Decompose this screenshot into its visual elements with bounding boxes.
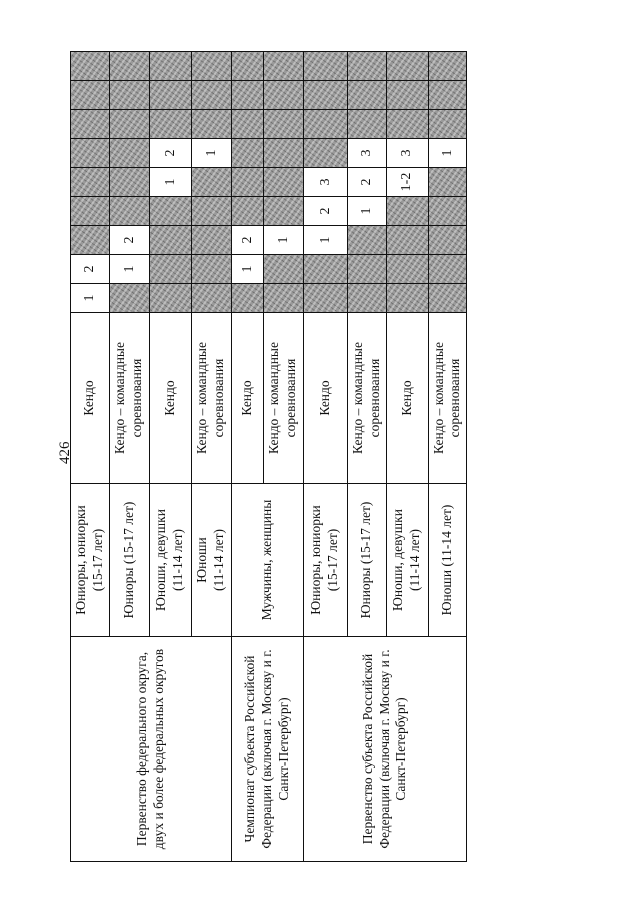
- rank-cell: 2: [231, 226, 263, 255]
- rank-cell: [347, 110, 386, 139]
- rank-cell: 1-2: [386, 168, 428, 197]
- rank-cell: [231, 284, 263, 313]
- rank-cell: [428, 226, 467, 255]
- rank-cell: [428, 197, 467, 226]
- rank-cell: [149, 110, 191, 139]
- rank-cell: [149, 52, 191, 81]
- event-cell: Чемпионат субъекта Российской Федерации (включая г. Москву и г. Санкт-Петербург): [231, 637, 303, 862]
- rank-cell: [149, 255, 191, 284]
- rank-cell: [149, 226, 191, 255]
- rank-cell: [428, 168, 467, 197]
- rank-cell: [386, 197, 428, 226]
- rank-cell: [263, 197, 303, 226]
- rank-cell: [428, 52, 467, 81]
- rank-cell: [109, 197, 149, 226]
- table-row: [231, 52, 263, 862]
- rank-cell: [231, 197, 263, 226]
- rank-cell: [303, 284, 347, 313]
- rank-cell: [263, 139, 303, 168]
- rank-cell: [428, 81, 467, 110]
- rank-cell: 1: [303, 226, 347, 255]
- rank-cell: 2: [303, 197, 347, 226]
- rank-cell: [303, 110, 347, 139]
- rank-cell: [71, 81, 110, 110]
- discipline-cell: Кендо – командные соревнования: [347, 313, 386, 484]
- rank-cell: [263, 284, 303, 313]
- rank-cell: [386, 52, 428, 81]
- rank-cell: [303, 255, 347, 284]
- rank-cell: [263, 168, 303, 197]
- rank-cell: [71, 52, 110, 81]
- discipline-cell: Кендо: [231, 313, 263, 484]
- rank-cell: [109, 52, 149, 81]
- rank-cell: [109, 284, 149, 313]
- rank-cell: [191, 255, 231, 284]
- rank-cell: [231, 168, 263, 197]
- age-cell: Юноши (11-14 лет): [428, 484, 467, 637]
- rank-cell: 1: [191, 139, 231, 168]
- rank-cell: [71, 226, 110, 255]
- age-cell: Юноши, девушки (11-14 лет): [386, 484, 428, 637]
- rank-cell: [71, 168, 110, 197]
- age-cell: Юниоры, юниорки (15-17 лет): [303, 484, 347, 637]
- rank-cell: 1: [231, 255, 263, 284]
- rank-cell: [428, 284, 467, 313]
- rank-cell: [386, 110, 428, 139]
- rank-cell: [263, 81, 303, 110]
- rank-cell: [71, 197, 110, 226]
- age-cell: Юниоры, юниорки (15-17 лет): [71, 484, 110, 637]
- rank-cell: [191, 226, 231, 255]
- rank-cell: 2: [71, 255, 110, 284]
- table-row: [71, 52, 110, 862]
- rank-cell: [428, 255, 467, 284]
- age-cell: Юноши (11-14 лет): [191, 484, 231, 637]
- discipline-cell: Кендо: [303, 313, 347, 484]
- age-cell: Мужчины, женщины: [231, 484, 303, 637]
- rank-cell: [428, 110, 467, 139]
- rank-cell: [386, 226, 428, 255]
- event-cell: Первенство субъекта Российской Федерации (включая г. Москву и г. Санкт-Петербург): [303, 637, 467, 862]
- rank-cell: 1: [109, 255, 149, 284]
- rank-cell: [191, 52, 231, 81]
- rank-cell: 3: [303, 168, 347, 197]
- event-cell: Первенство федерального округа, двух и более федеральных округов: [71, 637, 232, 862]
- rank-cell: [303, 139, 347, 168]
- rank-cell: [191, 197, 231, 226]
- rank-cell: [191, 81, 231, 110]
- rank-cell: [231, 110, 263, 139]
- rank-cell: [347, 226, 386, 255]
- rank-cell: 1: [71, 284, 110, 313]
- rank-cell: 1: [347, 197, 386, 226]
- rank-cell: [109, 139, 149, 168]
- page-number: 426: [57, 441, 73, 464]
- rank-cell: [263, 255, 303, 284]
- rank-cell: [149, 284, 191, 313]
- competition-table: [70, 51, 467, 862]
- rank-cell: 2: [109, 226, 149, 255]
- rank-cell: [149, 81, 191, 110]
- discipline-cell: Кендо – командные соревнования: [428, 313, 467, 484]
- rank-cell: [71, 110, 110, 139]
- rank-cell: [386, 284, 428, 313]
- rank-cell: [191, 110, 231, 139]
- discipline-cell: Кендо – командные соревнования: [109, 313, 149, 484]
- rank-cell: 2: [347, 168, 386, 197]
- rank-cell: [231, 52, 263, 81]
- rank-cell: [347, 255, 386, 284]
- rank-cell: [109, 110, 149, 139]
- rank-cell: [109, 168, 149, 197]
- age-cell: Юниоры (15-17 лет): [109, 484, 149, 637]
- rank-cell: 1: [149, 168, 191, 197]
- rank-cell: 3: [386, 139, 428, 168]
- discipline-cell: Кендо: [386, 313, 428, 484]
- rank-cell: [386, 255, 428, 284]
- discipline-cell: Кендо: [149, 313, 191, 484]
- rank-cell: [231, 139, 263, 168]
- rank-cell: [109, 81, 149, 110]
- rank-cell: 1: [428, 139, 467, 168]
- age-cell: Юниоры (15-17 лет): [347, 484, 386, 637]
- rank-cell: [347, 52, 386, 81]
- discipline-cell: Кендо – командные соревнования: [263, 313, 303, 484]
- rank-cell: [263, 110, 303, 139]
- rank-cell: [263, 52, 303, 81]
- rank-cell: [231, 81, 263, 110]
- table-row: [303, 52, 347, 862]
- rank-cell: [303, 81, 347, 110]
- rank-cell: [347, 284, 386, 313]
- age-cell: Юноши, девушки (11-14 лет): [149, 484, 191, 637]
- rank-cell: [191, 168, 231, 197]
- rank-cell: [303, 52, 347, 81]
- rank-cell: 1: [263, 226, 303, 255]
- rank-cell: [386, 81, 428, 110]
- discipline-cell: Кендо: [71, 313, 110, 484]
- rank-cell: [149, 197, 191, 226]
- rank-cell: 3: [347, 139, 386, 168]
- rank-cell: [347, 81, 386, 110]
- rank-cell: [71, 139, 110, 168]
- discipline-cell: Кендо – командные соревнования: [191, 313, 231, 484]
- rank-cell: [191, 284, 231, 313]
- rank-cell: 2: [149, 139, 191, 168]
- rotated-table-container: [70, 52, 463, 862]
